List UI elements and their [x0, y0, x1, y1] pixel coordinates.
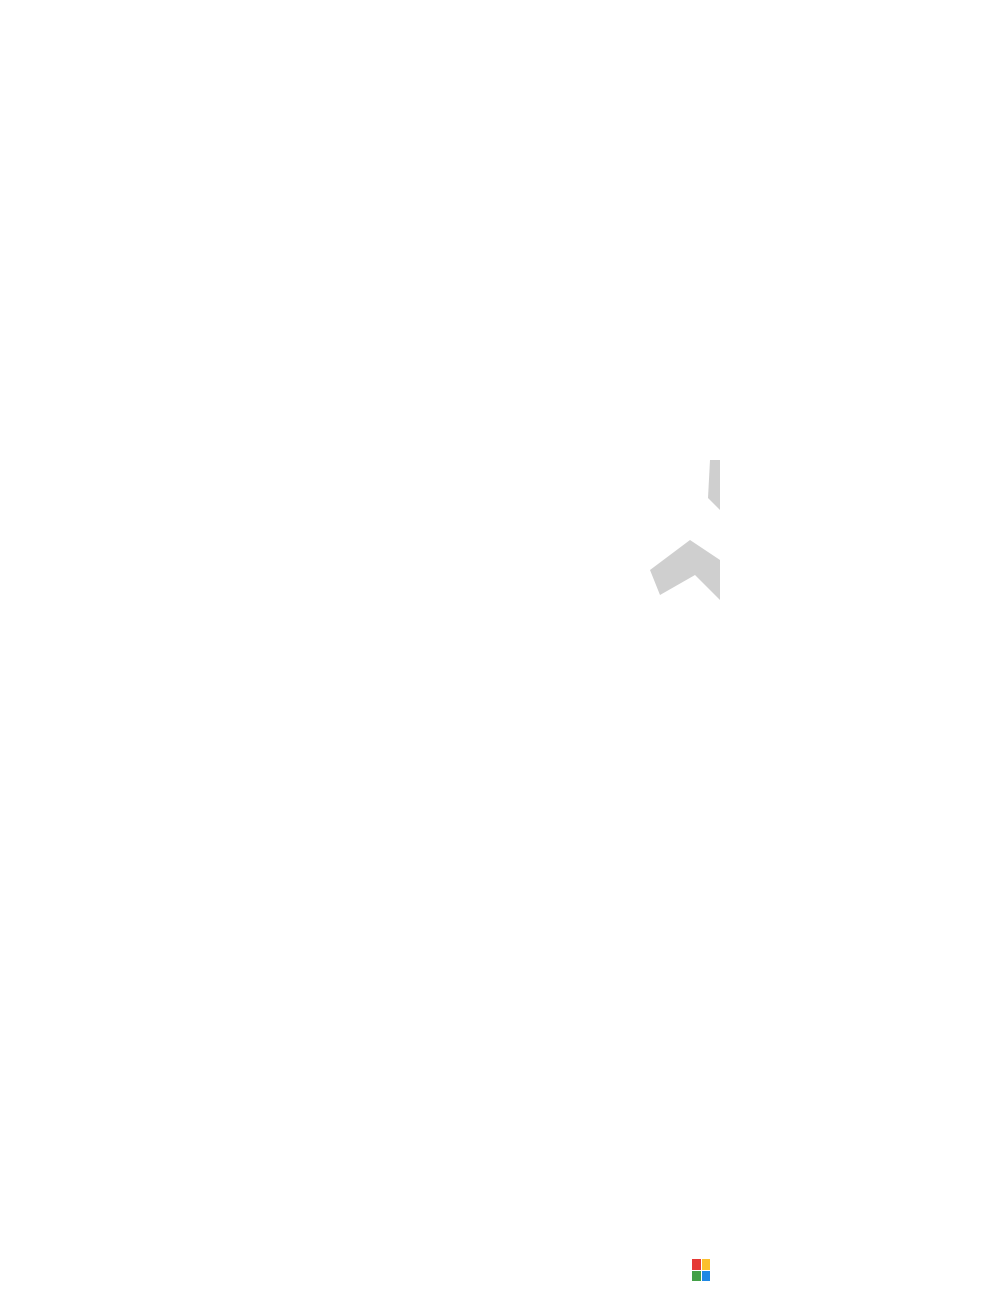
coordinate-graph	[236, 230, 596, 590]
liveworksheets-logo-icon	[692, 1259, 710, 1281]
brand-footer	[692, 1256, 713, 1284]
watermark-fragment	[640, 450, 720, 610]
